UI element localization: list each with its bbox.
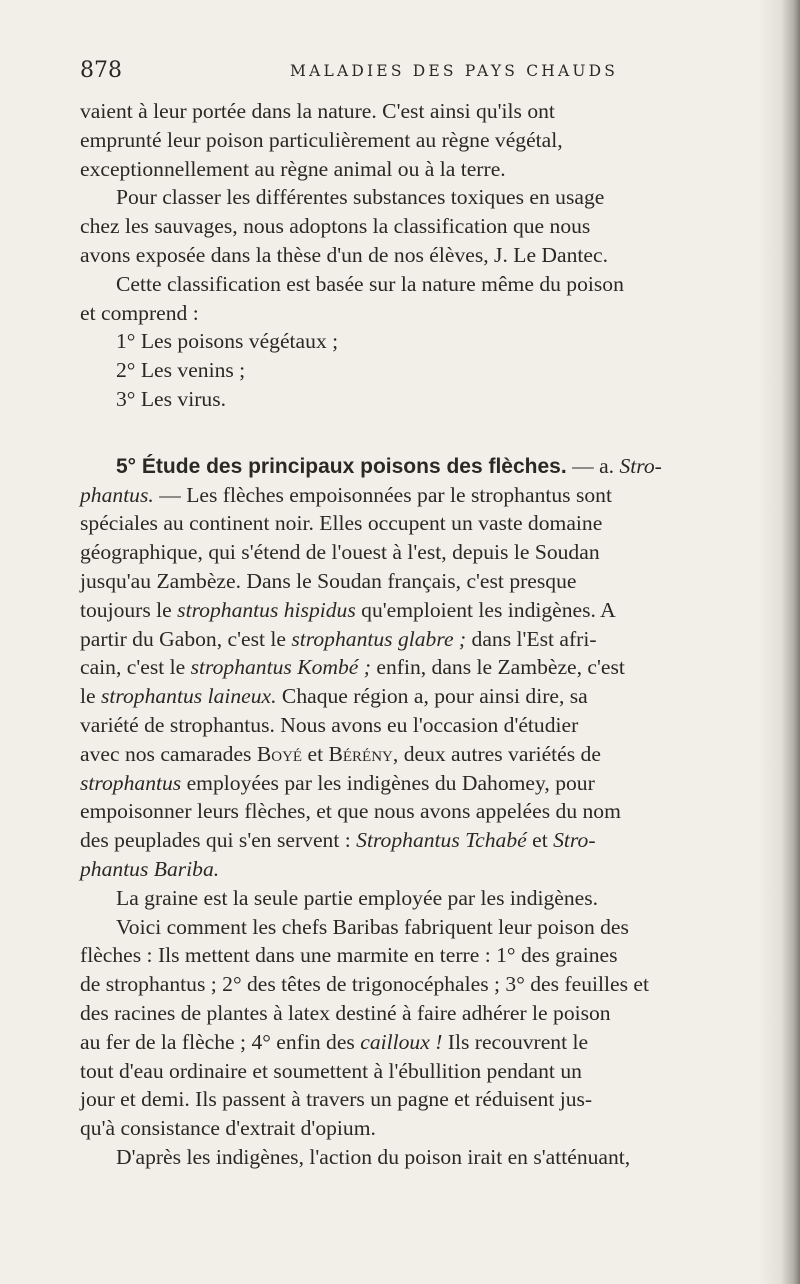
text-run: spéciales au continent noir. Elles occupent un vaste domaine: [80, 511, 603, 536]
text-line: [80, 1143, 762, 1172]
text-run: des racines de plantes à latex destiné à faire adhérer le poison: [80, 1000, 611, 1025]
text-run: Ils recouvrent le: [442, 1029, 589, 1054]
text-line: [80, 596, 762, 625]
text-line: [80, 538, 762, 567]
text-line: [80, 1028, 762, 1057]
italic-text: Stro-: [619, 453, 662, 478]
text-line: [80, 999, 762, 1028]
paragraph-gap: [80, 414, 762, 452]
text-run: variété de strophantus. Nous avons eu l'occasion d'étudier: [80, 712, 579, 737]
text-run: La graine est la seule partie employée par les indigènes.: [116, 885, 599, 910]
text-line: [80, 327, 762, 356]
text-line: [80, 509, 762, 538]
text-line: [80, 356, 762, 385]
text-run: et comprend :: [80, 300, 199, 325]
text-line: [80, 481, 762, 510]
text-run: exceptionnellement au règne animal ou à la terre.: [80, 156, 506, 181]
small-caps-name: Bérény: [328, 741, 393, 766]
text-line: [80, 682, 762, 711]
text-line: [80, 183, 762, 212]
text-line: [80, 385, 762, 414]
italic-text: strophantus hispidus: [177, 597, 356, 622]
text-line: [80, 1057, 762, 1086]
text-line: [80, 1085, 762, 1114]
italic-text: strophantus Kombé ;: [190, 655, 371, 680]
text-line: [80, 452, 762, 481]
text-run: Chaque région a, pour ainsi dire, sa: [276, 684, 588, 709]
text-run: qu'emploient les indigènes. A: [355, 597, 616, 622]
text-run: Voici comment les chefs Baribas fabriquent leur poison des: [116, 914, 629, 939]
text-run: Pour classer les différentes substances toxiques en usage: [116, 185, 605, 210]
text-line: [80, 913, 762, 942]
text-line: [80, 1114, 762, 1143]
italic-text: strophantus: [80, 770, 182, 795]
text-run: toujours le: [80, 597, 178, 622]
text-run: 1° Les poisons végétaux ;: [116, 329, 339, 354]
text-run: employées par les indigènes du Dahomey, pour: [181, 770, 595, 795]
text-run: — a.: [566, 453, 620, 478]
text-run: flèches : Ils mettent dans une marmite en terre : 1° des graines: [80, 943, 618, 968]
text-line: [80, 855, 762, 884]
text-run: de strophantus ; 2° des têtes de trigonocéphales ; 3° des feuilles et: [80, 972, 649, 997]
text-run: avons exposée dans la thèse d'un de nos élèves, J. Le Dantec.: [80, 242, 608, 267]
italic-text: cailloux !: [360, 1029, 443, 1054]
text-line: [80, 970, 762, 999]
text-line: [80, 299, 762, 328]
text-line: [80, 567, 762, 596]
text-run: des peuplades qui s'en servent :: [80, 828, 357, 853]
text-run: cain, c'est le: [80, 655, 191, 680]
text-run: et: [302, 741, 329, 766]
small-caps-name: Boyé: [256, 741, 303, 766]
text-run: chez les sauvages, nous adoptons la classification que nous: [80, 214, 591, 239]
text-run: le: [80, 684, 101, 709]
text-run: D'après les indigènes, l'action du poison irait en s'atténuant,: [116, 1144, 631, 1169]
italic-text: Stro-: [553, 828, 596, 853]
text-run: — Les flèches empoisonnées par le strophantus sont: [153, 482, 612, 507]
running-head: MALADIES DES PAYS CHAUDS: [290, 62, 619, 80]
text-line: [80, 711, 762, 740]
text-run: géographique, qui s'étend de l'ouest à l'est, depuis le Soudan: [80, 540, 600, 565]
page-number: 878: [80, 58, 122, 83]
text-run: qu'à consistance d'extrait d'opium.: [80, 1116, 376, 1141]
text-run: et: [526, 828, 554, 853]
page-header: [80, 58, 760, 92]
text-run: emprunté leur poison particulièrement au règne végétal,: [80, 127, 563, 152]
text-run: 2° Les venins ;: [116, 358, 246, 383]
text-line: [80, 884, 762, 913]
text-run: Cette classification est basée sur la nature même du poison: [116, 271, 624, 296]
section-heading: 5° Étude des principaux poisons des flèches.: [116, 454, 567, 478]
text-run: avec nos camarades: [80, 741, 257, 766]
text-run: , deux autres variétés de: [392, 741, 601, 766]
italic-text: Strophantus Tchabé: [356, 828, 527, 853]
text-line: [80, 625, 762, 654]
text-line: [80, 241, 762, 270]
text-run: enfin, dans le Zambèze, c'est: [370, 655, 625, 680]
text-line: [80, 212, 762, 241]
text-line: [80, 941, 762, 970]
italic-text: phantus.: [80, 482, 154, 507]
text-run: jour et demi. Ils passent à travers un pagne et réduisent jus-: [80, 1087, 593, 1112]
text-run: vaient à leur portée dans la nature. C'est ainsi qu'ils ont: [80, 99, 555, 123]
text-line: [80, 740, 762, 769]
text-line: [80, 769, 762, 798]
text-line: [80, 97, 762, 126]
italic-text: phantus Bariba.: [80, 856, 220, 881]
text-run: tout d'eau ordinaire et soumettent à l'ébullition pendant un: [80, 1058, 582, 1083]
text-run: au fer de la flèche ; 4° enfin des: [80, 1029, 361, 1054]
text-line: [80, 797, 762, 826]
text-line: [80, 155, 762, 184]
text-run: empoisonner leurs flèches, et que nous avons appelées du nom: [80, 799, 621, 824]
text-run: partir du Gabon, c'est le: [80, 626, 292, 651]
text-line: [80, 126, 762, 155]
italic-text: strophantus laineux.: [100, 684, 277, 709]
text-line: [80, 826, 762, 855]
italic-text: strophantus glabre ;: [291, 626, 467, 651]
page-edge-shadow: [758, 0, 800, 1284]
text-line: [80, 270, 762, 299]
text-run: 3° Les virus.: [116, 386, 226, 411]
text-run: jusqu'au Zambèze. Dans le Soudan français, c'est presque: [80, 568, 577, 593]
text-run: dans l'Est afri-: [466, 626, 597, 651]
text-line: [80, 653, 762, 682]
body-text: [80, 97, 762, 1172]
